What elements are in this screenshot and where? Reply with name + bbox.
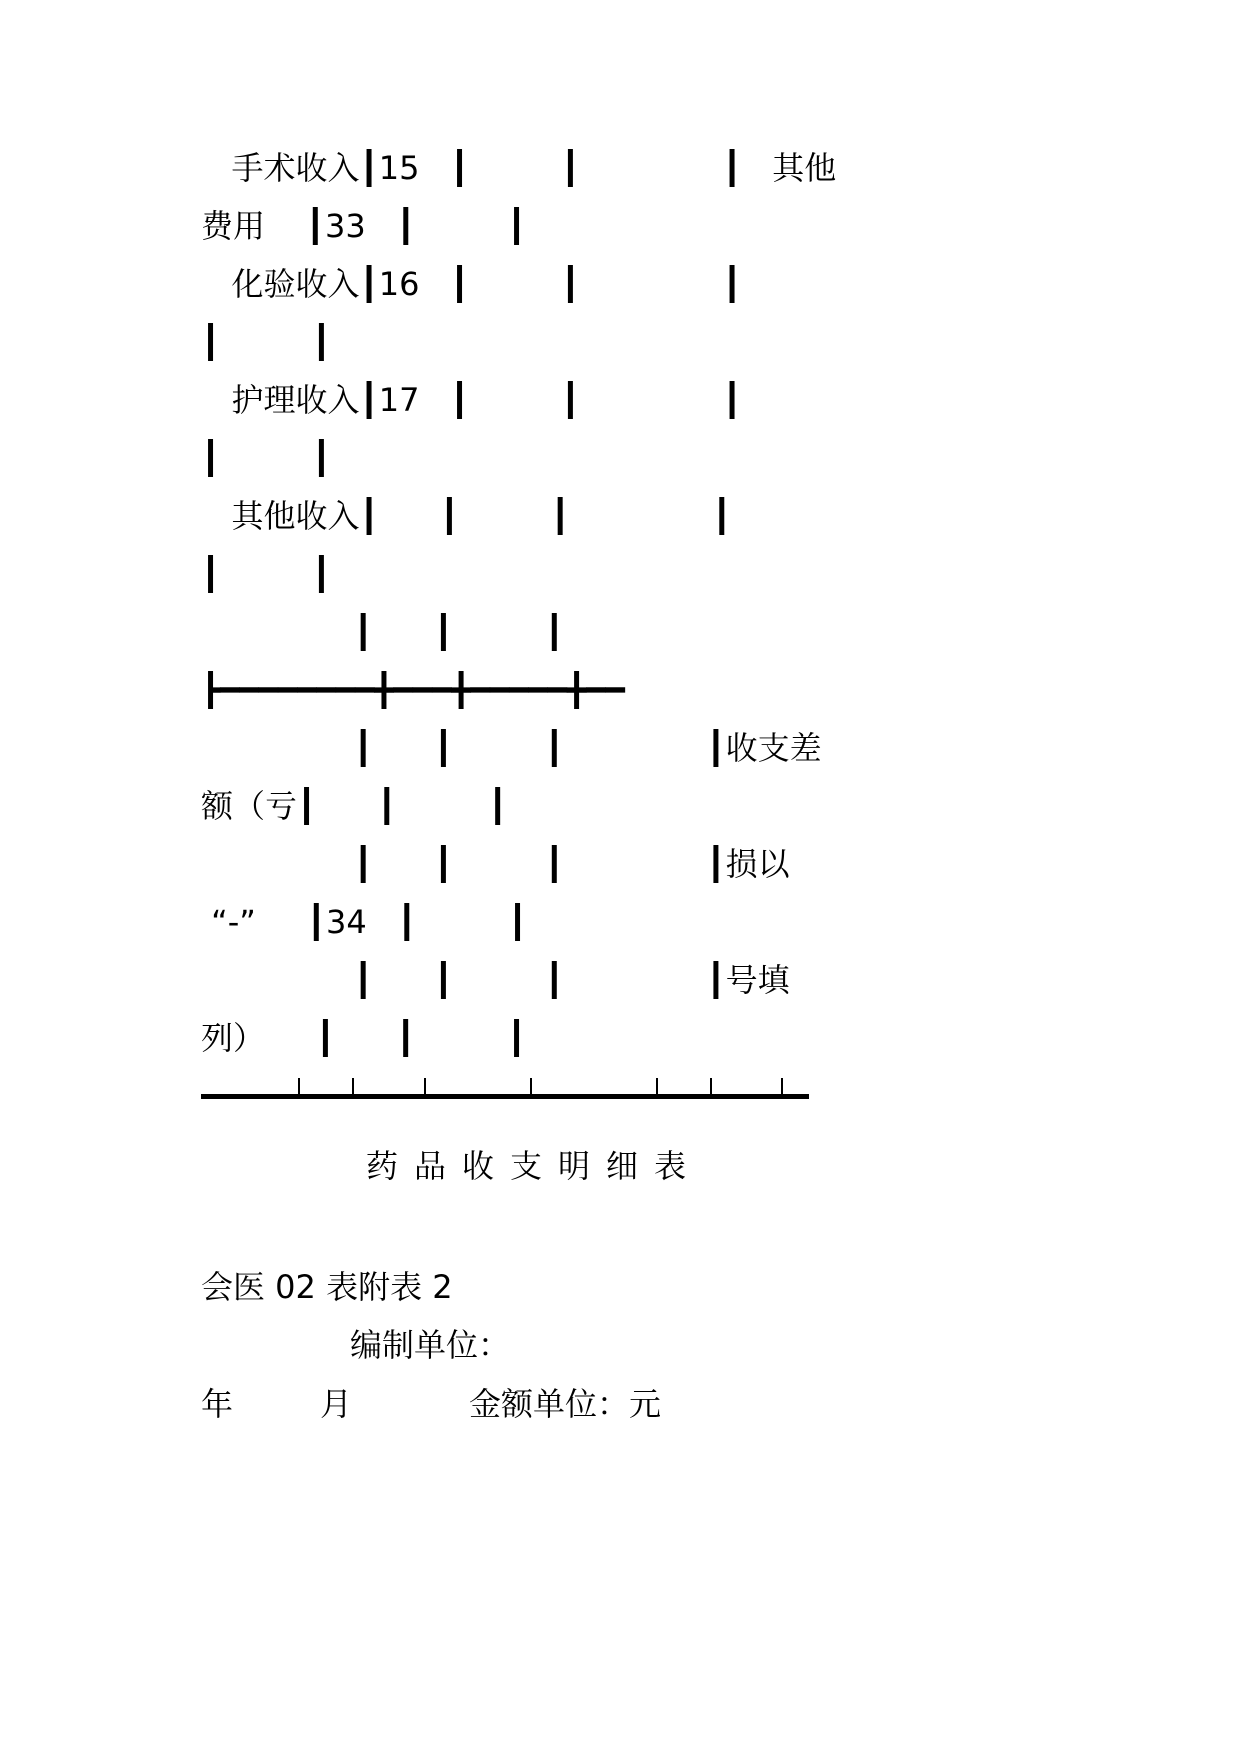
table-column-tick [710, 1078, 712, 1096]
table-column-tick [424, 1078, 426, 1096]
date-year-label: 年 [201, 1385, 234, 1423]
table-column-tick [656, 1078, 658, 1096]
table-row-other-expenses: 费用 ┃33 ┃ ┃ [201, 207, 527, 245]
date-month-label: 月 [320, 1385, 353, 1423]
table-row-continuation: ┃ ┃ [201, 555, 332, 593]
table-column-tick [781, 1078, 783, 1096]
table-row-balance-label: ┃ ┃ ┃ ┃收支差 [201, 729, 822, 767]
compiling-unit-label: 编制单位： [350, 1326, 511, 1364]
table-bottom-rule [201, 1094, 809, 1099]
table-row-balance-label: ┃ ┃ ┃ ┃号填 [201, 961, 790, 999]
table-column-tick [530, 1078, 532, 1096]
table-row-surgery-income: 手术收入┃15 ┃ ┃ ┃ 其他 [201, 149, 837, 187]
table-row-balance-label: ┃ ┃ ┃ ┃损以 [201, 845, 790, 883]
table-row-continuation: ┃ ┃ [201, 323, 332, 361]
table-row-balance-continuation: 列） ┃ ┃ ┃ [201, 1019, 527, 1057]
table-divider-line: ┣━━━━━━━━╋━━━╋━━━━━╋━━ [201, 671, 625, 709]
table-row-blank: ┃ ┃ ┃ [201, 613, 564, 651]
table-row-balance-continuation: 额（亏┃ ┃ ┃ [201, 787, 508, 825]
amount-unit-label: 金额单位：元 [469, 1385, 662, 1423]
table-row-other-income: 其他收入┃ ┃ ┃ ┃ [201, 497, 732, 535]
table-row-nursing-income: 护理收入┃17 ┃ ┃ ┃ [201, 381, 742, 419]
table-column-tick [298, 1078, 300, 1096]
document-title: 药品收支明细表 [366, 1147, 703, 1185]
form-code: 会医 02 表附表 2 [201, 1268, 453, 1306]
table-row-balance-code: “-” ┃34 ┃ ┃ [201, 903, 528, 941]
table-row-lab-income: 化验收入┃16 ┃ ┃ ┃ [201, 265, 742, 303]
table-row-continuation: ┃ ┃ [201, 439, 332, 477]
table-column-tick [352, 1078, 354, 1096]
